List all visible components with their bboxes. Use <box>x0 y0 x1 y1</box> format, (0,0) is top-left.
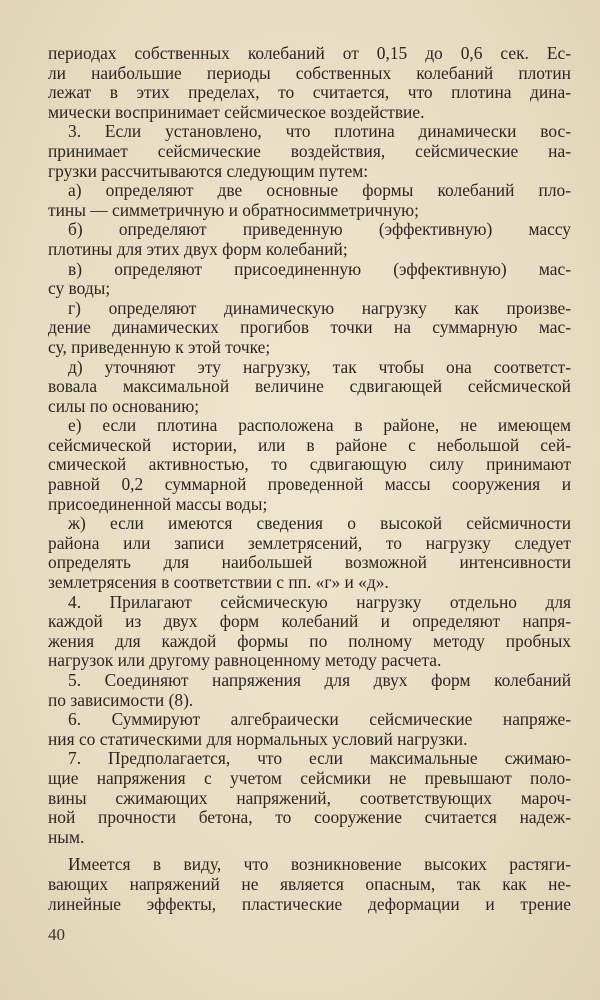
text-line: су воды; <box>48 278 111 299</box>
text-line: 5. Соединяют напряжения для двух форм колебаний <box>68 670 571 690</box>
text-line: ным. <box>48 826 85 847</box>
text-line: сейсмической истории, или в районе с небольшой сей- <box>48 434 571 455</box>
text-line: лежат в этих пределах, то считается, что плотина дина- <box>48 82 571 103</box>
text-line: вающих напряжений не является опасным, так как не- <box>48 873 571 894</box>
text-line: присоединенной массы воды; <box>48 493 268 514</box>
text-line: плотины для этих двух форм колебаний; <box>48 238 348 259</box>
text-line: линейные эффекты, пластические деформации и трение <box>48 893 571 914</box>
text-line: б) определяют приведенную (эффективную) массу <box>68 219 571 240</box>
document-body <box>48 44 571 914</box>
text-line: Имеется в виду, что возникновение высоких растяги- <box>68 854 571 875</box>
text-line: землетрясения в соответствии с пп. «г» и «д». <box>48 572 389 593</box>
text-line: 6. Суммируют алгебраически сейсмические напряже- <box>68 709 571 730</box>
text-line: ли наибольшие периоды собственных колебаний плотин <box>48 62 571 83</box>
page-number: 40 <box>48 925 65 944</box>
text-line: е) если плотина расположена в районе, не имеющем <box>68 415 571 436</box>
text-line: 4. Прилагают сейсмическую нагрузку отдельно для <box>68 591 571 612</box>
text-line: по зависимости (8). <box>48 689 194 710</box>
text-line: в) определяют присоединенную (эффективную) мас- <box>68 258 571 279</box>
text-line: тины — симметричную и обратносимметричную; <box>48 199 419 220</box>
text-line: ной прочности бетона, то сооружение считается надеж- <box>48 807 571 828</box>
text-line: равной 0,2 суммарной проведенной массы сооружения и <box>48 474 571 495</box>
text-line: д) уточняют эту нагрузку, так чтобы она соответст- <box>68 356 571 377</box>
text-line: силы по основанию; <box>48 395 200 416</box>
text-line: г) определяют динамическую нагрузку как произве- <box>68 297 571 318</box>
text-line: ж) если имеются сведения о высокой сейсмичности <box>68 513 571 534</box>
text-line: периодах собственных колебаний от 0,15 до 0,6 сек. Ес- <box>48 43 571 63</box>
text-line: принимает сейсмические воздействия, сейсмические на- <box>48 140 571 161</box>
text-line: грузки рассчитываются следующим путем: <box>48 160 369 181</box>
text-line: 7. Предполагается, что если максимальные сжимаю- <box>68 748 571 769</box>
text-line: смической активностью, то сдвигающую силу принимают <box>48 454 571 475</box>
text-line: 3. Если установлено, что плотина динамически вос- <box>68 121 571 142</box>
text-line: района или записи землетрясений, то нагрузку следует <box>48 532 571 553</box>
text-line: а) определяют две основные формы колебаний пло- <box>68 180 571 201</box>
text-line: определять для наибольшей возможной интенсивности <box>48 552 571 573</box>
text-line: ния со статическими для нормальных условий нагрузки. <box>48 728 468 749</box>
text-line: дение динамических прогибов точки на суммарную мас- <box>48 317 571 338</box>
text-line: жения для каждой формы по полному методу пробных <box>48 630 571 651</box>
text-line: щие напряжения с учетом сейсмики не превышают поло- <box>48 767 571 788</box>
text-line: вины сжимающих напряжений, соответствующих мароч- <box>48 787 571 808</box>
text-line: каждой из двух форм колебаний и определяют напря- <box>48 611 571 632</box>
text-line: мически воспринимает сейсмическое воздействие. <box>48 101 425 122</box>
text-line: су, приведенную к этой точке; <box>48 336 271 357</box>
text-line: вовала максимальной величине сдвигающей сейсмической <box>48 376 571 397</box>
text-line: нагрузок или другому равноценному методу расчета. <box>48 650 442 671</box>
